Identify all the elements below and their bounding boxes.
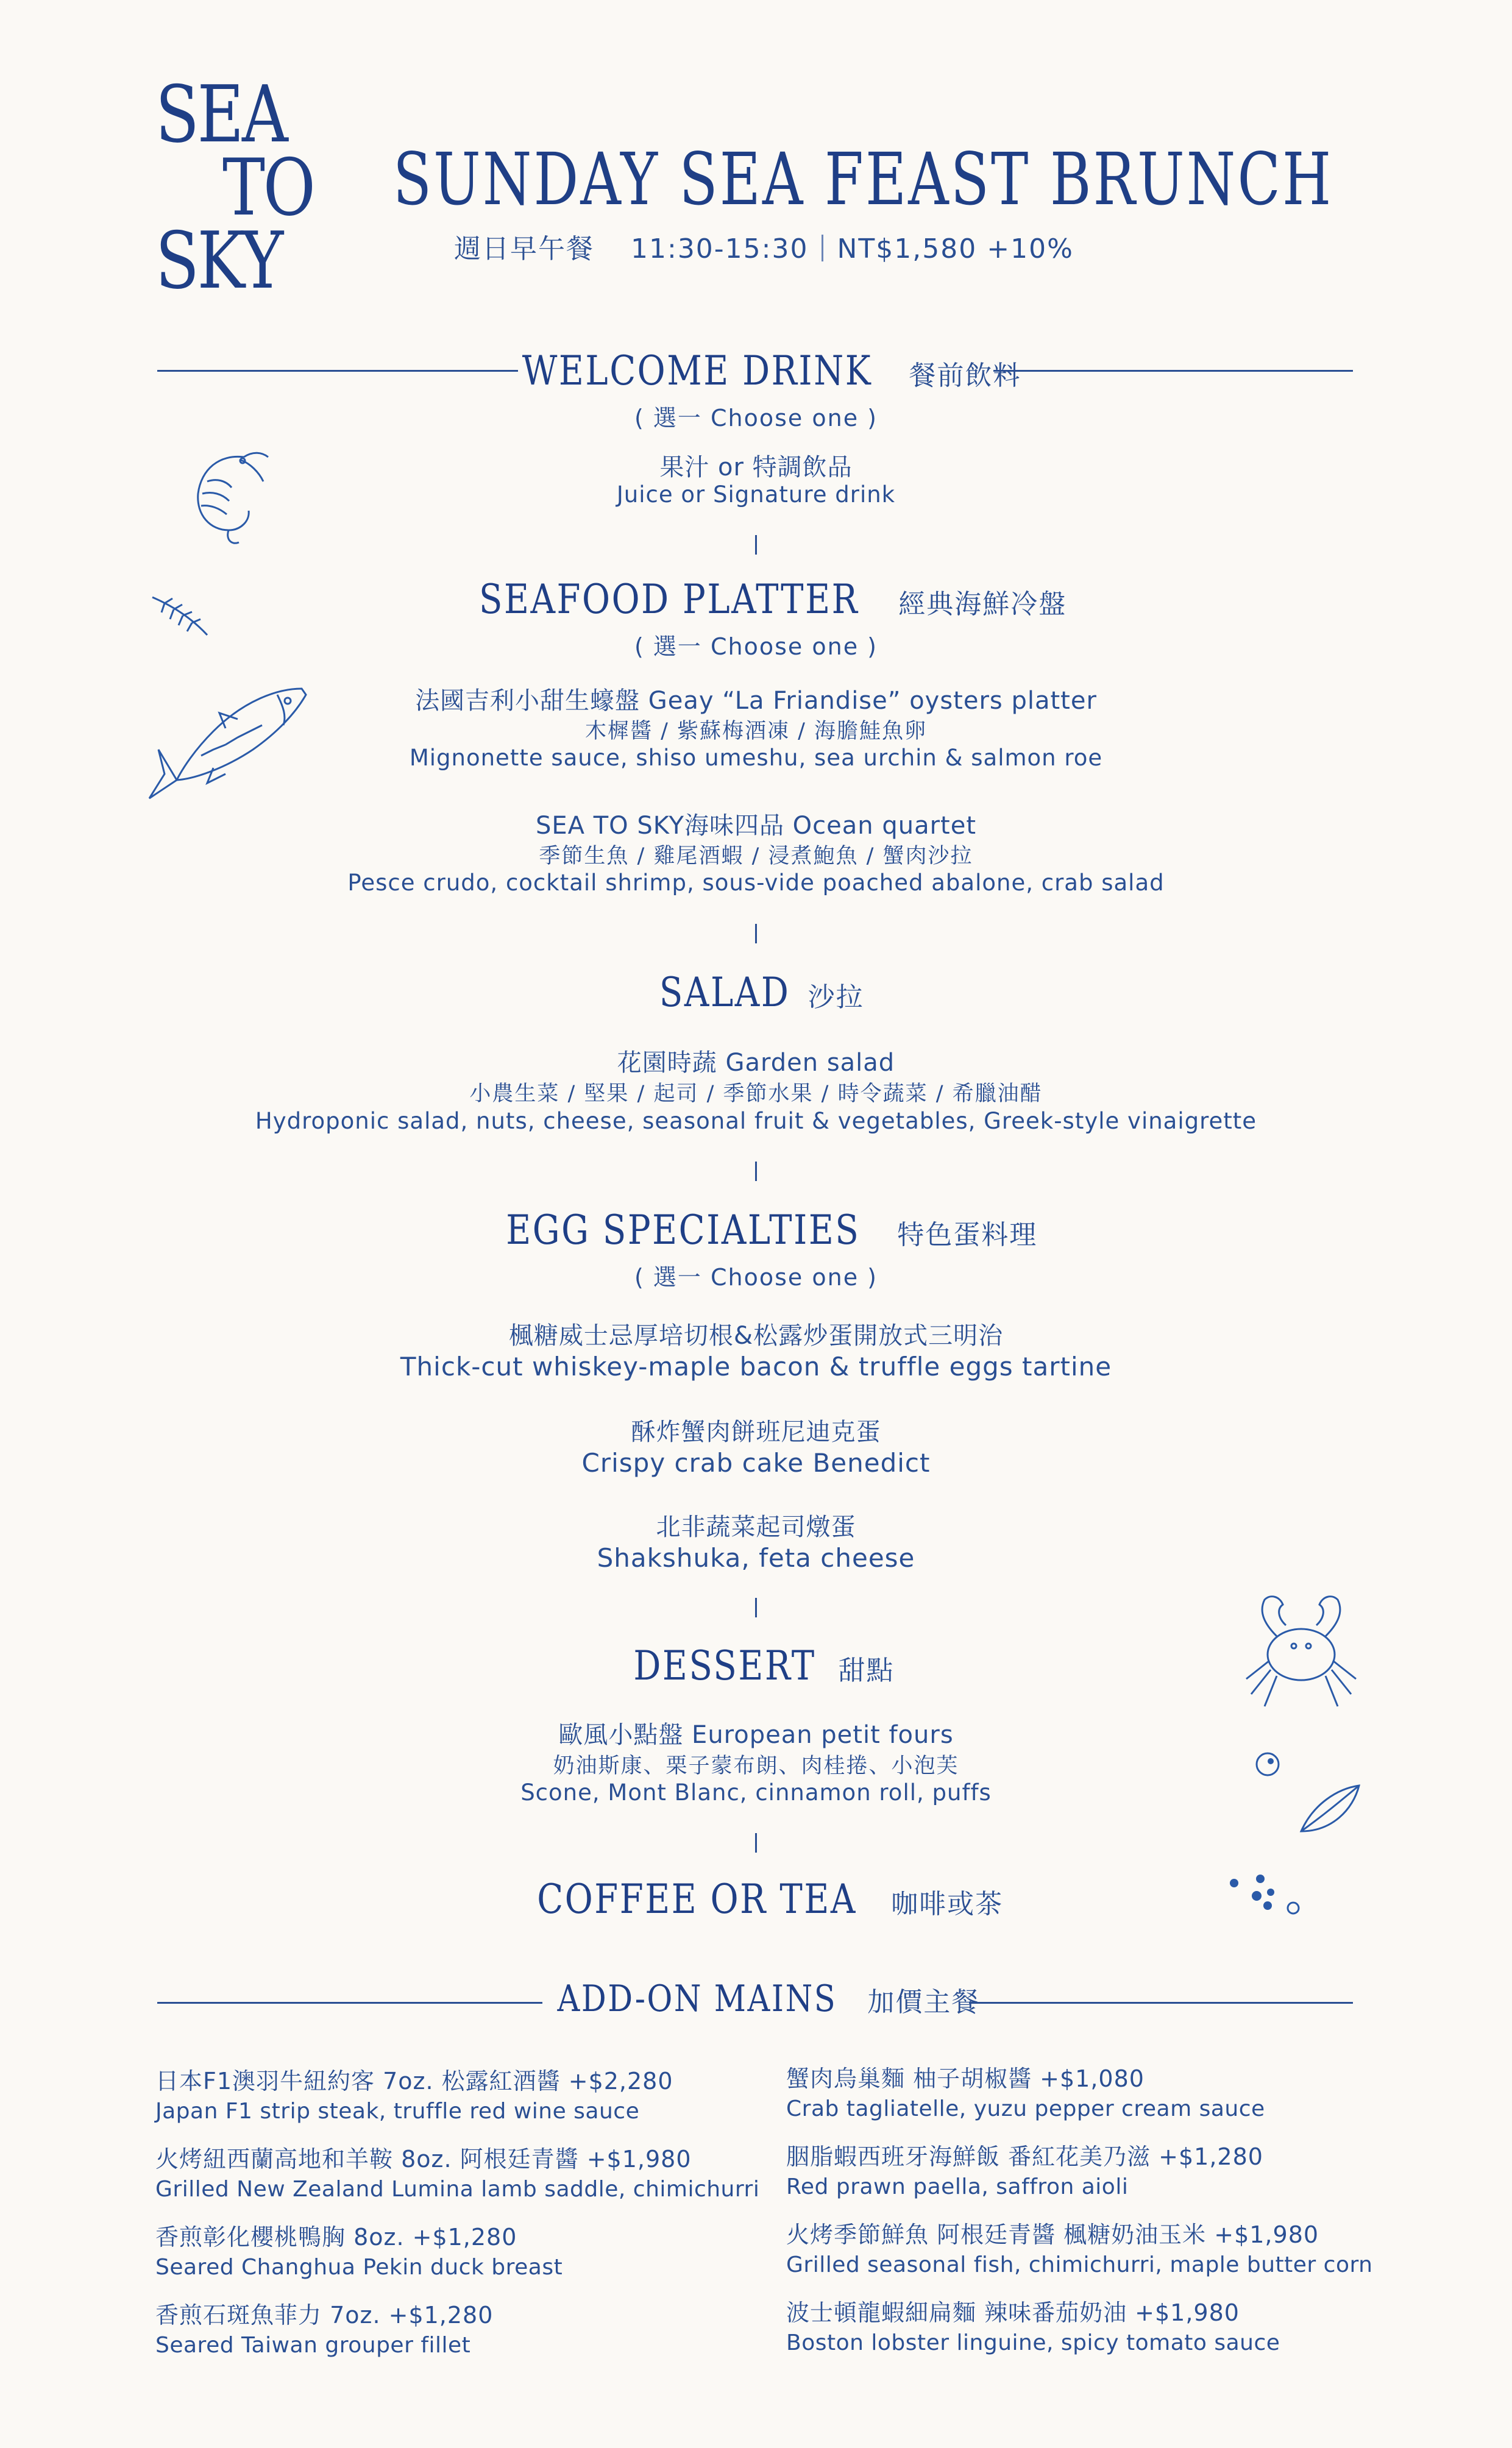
divider [755, 1162, 757, 1181]
logo-line-sea: SEA [155, 69, 286, 160]
shrimp-icon [183, 445, 274, 548]
section-title-dessert: DESSERT 甜點 [633, 1642, 895, 1689]
menu-item-zh: 北非蔬菜起司燉蛋 [656, 1513, 856, 1541]
menu-item-en: Thick-cut whiskey-maple bacon & truffle eggs tartine [400, 1352, 1112, 1382]
bay-leaf-icon [1295, 1779, 1362, 1840]
addon-item [786, 2297, 1280, 2358]
addon-item-en: Seared Taiwan grouper fillet [155, 2333, 471, 2358]
page-subtitle [454, 227, 1074, 266]
menu-item-zh: 酥炸蟹肉餅班尼迪克蛋 [631, 1418, 881, 1446]
menu-item-zh: 果汁 or 特調飲品 [659, 453, 853, 481]
addon-item-zh: 香煎石斑魚菲力 7oz. +$1,280 [155, 2302, 494, 2329]
choose-one-note: ( 選一 Choose one ) [634, 1264, 878, 1291]
page-title: SUNDAY SEA FEAST BRUNCH [393, 137, 1333, 221]
divider [755, 535, 757, 555]
section-title-coffee: COFFEE OR TEA 咖啡或茶 [537, 1876, 1004, 1923]
addon-item-zh: 香煎彰化櫻桃鴨胸 8oz. +$1,280 [155, 2224, 517, 2251]
crab-icon [1234, 1588, 1368, 1715]
menu-item-en: Hydroponic salad, nuts, cheese, seasonal fruit & vegetables, Greek-style vinaigrette [255, 1108, 1257, 1134]
choose-one-note: ( 選一 Choose one ) [634, 405, 878, 431]
menu-item-en: Juice or Signature drink [616, 481, 896, 508]
addon-item-zh: 波士頓龍蝦細扁麵 辣味番茄奶油 +$1,980 [786, 2299, 1240, 2326]
peppercorns-icon [1225, 1874, 1304, 1923]
brand-logo [155, 69, 338, 307]
subtitle-zh: 週日早午餐 [454, 233, 594, 264]
price: NT$1,580 +10% [837, 233, 1074, 264]
menu-item-title: 法國吉利小甜生蠔盤 Geay “La Friandise” oysters platter [415, 687, 1097, 715]
addon-item-en: Japan F1 strip steak, truffle red wine sauce [155, 2099, 640, 2124]
hours: 11:30-15:30 [631, 233, 809, 264]
menu-item-en: Crispy crab cake Benedict [581, 1448, 931, 1478]
pepper-icon [1252, 1749, 1283, 1779]
addon-item [155, 2300, 493, 2361]
divider [822, 235, 823, 261]
section-title-welcome: WELCOME DRINK 餐前飲料 [522, 347, 1021, 394]
menu-item-zh: 楓糖威士忌厚培切根&松露炒蛋開放式三明治 [508, 1322, 1004, 1350]
menu-item-en: Scone, Mont Blanc, cinnamon roll, puffs [520, 1779, 992, 1806]
menu-item-zh: 小農生菜 / 堅果 / 起司 / 季節水果 / 時令蔬菜 / 希臘油醋 [469, 1082, 1043, 1106]
leaf-icon [149, 591, 210, 640]
addon-item-zh: 胭脂蝦西班牙海鮮飯 番紅花美乃滋 +$1,280 [786, 2143, 1263, 2170]
addon-item [155, 2066, 673, 2127]
section-title-addon: ADD-ON MAINS 加價主餐 [557, 1978, 980, 2020]
addon-item-zh: 日本F1澳羽牛紐約客 7oz. 松露紅酒醬 +$2,280 [155, 2068, 673, 2095]
menu-item-title: SEA TO SKY海味四品 Ocean quartet [535, 812, 977, 840]
addon-item-en: Grilled New Zealand Lumina lamb saddle, chimichurri [155, 2177, 760, 2202]
addon-item [155, 2222, 563, 2283]
menu-item-en: Pesce crudo, cocktail shrimp, sous-vide poached abalone, crab salad [347, 870, 1165, 896]
divider [755, 1598, 757, 1617]
addon-item [155, 2144, 759, 2205]
menu-item-zh: 木樨醬 / 紫蘇梅酒凍 / 海膽鮭魚卵 [584, 719, 928, 743]
divider [755, 924, 757, 943]
divider [755, 1833, 757, 1853]
menu-item-zh: 季節生魚 / 雞尾酒蝦 / 浸煮鮑魚 / 蟹肉沙拉 [539, 844, 973, 868]
menu-item-title: 花園時蔬 Garden salad [617, 1049, 895, 1077]
addon-item-zh: 火烤季節鮮魚 阿根廷青醬 楓糖奶油玉米 +$1,980 [786, 2221, 1319, 2248]
logo-line-sky: SKY [155, 216, 282, 307]
menu-item-zh: 奶油斯康、栗子蒙布朗、肉桂捲、小泡芙 [553, 1754, 959, 1778]
choose-one-note: ( 選一 Choose one ) [634, 633, 878, 660]
addon-item [786, 2141, 1263, 2202]
menu-item-en: Mignonette sauce, shiso umeshu, sea urchin & salmon roe [409, 745, 1103, 771]
addon-item [786, 2219, 1372, 2280]
menu-item-title: 歐風小點盤 European petit fours [558, 1721, 954, 1749]
section-title-salad: SALAD 沙拉 [659, 969, 864, 1016]
section-title-seafood: SEAFOOD PLATTER 經典海鮮冷盤 [478, 576, 1067, 623]
addon-item-en: Crab tagliatelle, yuzu pepper cream sauce [786, 2096, 1265, 2122]
logo-line-to: TO [222, 143, 314, 233]
fish-icon [146, 676, 311, 823]
menu-item-en: Shakshuka, feta cheese [597, 1543, 915, 1573]
section-title-egg: EGG SPECIALTIES 特色蛋料理 [505, 1207, 1038, 1254]
addon-item-en: Seared Changhua Pekin duck breast [155, 2255, 563, 2280]
addon-item-en: Boston lobster linguine, spicy tomato sauce [786, 2330, 1280, 2356]
addon-item-en: Grilled seasonal fish, chimichurri, maple butter corn [786, 2252, 1373, 2278]
addon-item-en: Red prawn paella, saffron aioli [786, 2174, 1129, 2200]
addon-item-zh: 火烤紐西蘭高地和羊鞍 8oz. 阿根廷青醬 +$1,980 [155, 2146, 692, 2173]
addon-item [786, 2063, 1265, 2124]
addon-item-zh: 蟹肉烏巢麵 柚子胡椒醬 +$1,080 [786, 2065, 1145, 2092]
